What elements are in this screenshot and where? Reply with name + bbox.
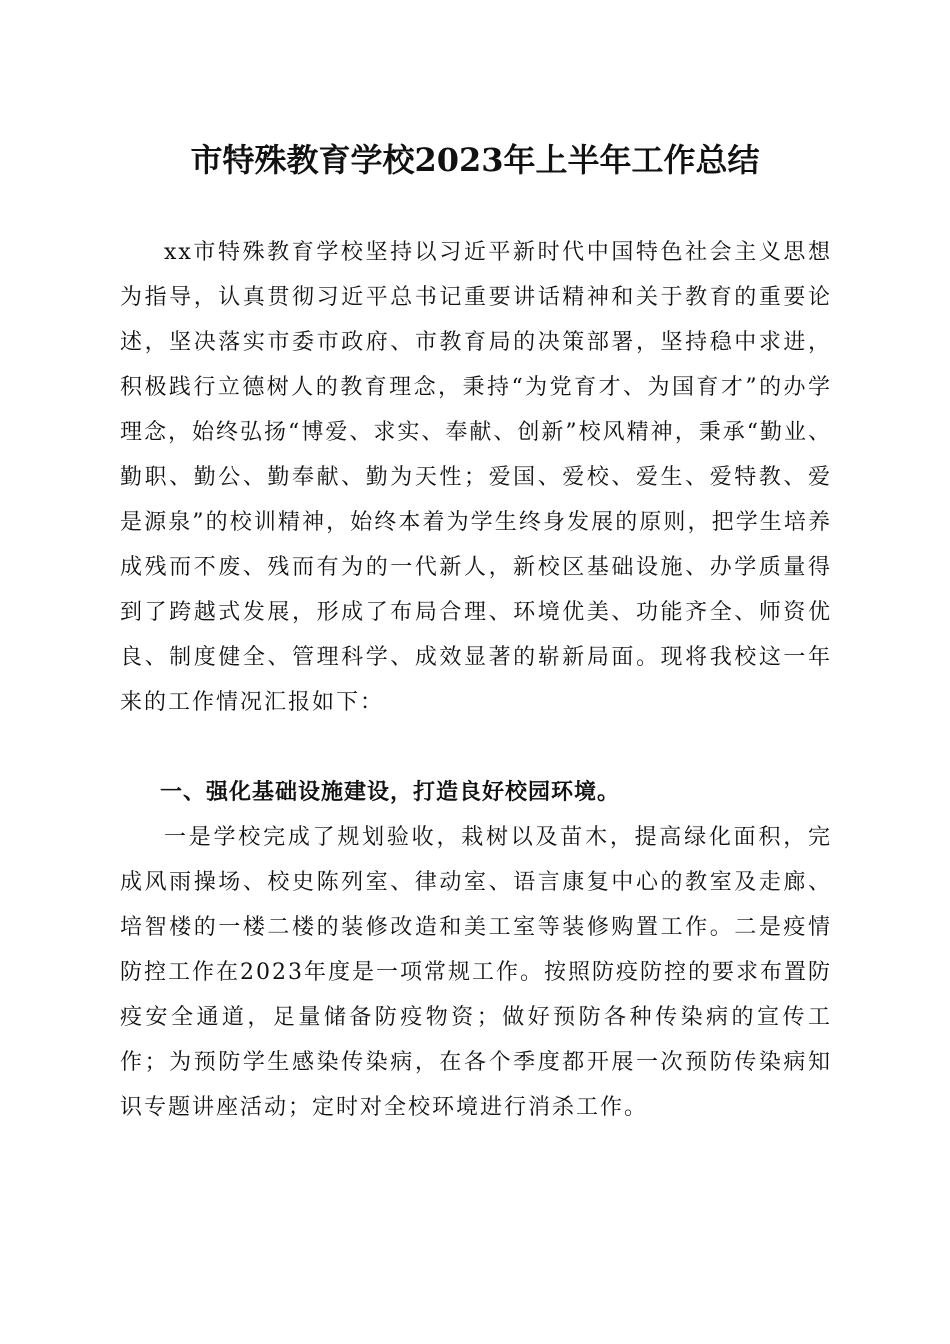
intro-paragraph: xx市特殊教育学校坚持以习近平新时代中国特色社会主义思想为指导，认真贯彻习近平总书记重要讲话精神和关于教育的重要论述，坚决落实市委市政府、市教育局的决策部署，坚持稳中求进，积极践行立德树人的教育理念，秉持“为党育才、为国育才”的办学理念，始终弘扬“博爱、求实、奉献、创新”校风精神，秉承“勤业、勤职、勤公、勤奉献、勤为天性；爱国、爱校、爱生、爱特教、爱是源泉”的校训精神，始终本着为学生终身发展的原则，把学生培养成残而不废、残而有为的一代新人，新校区基础设施、办学质量得到了跨越式发展，形成了布局合理、环境优美、功能齐全、师资优良、制度健全、管理科学、成效显著的崭新局面。现将我校这一年来的工作情况汇报如下：	[120, 240, 832, 715]
section-1-paragraph: 一是学校完成了规划验收，栽树以及苗木，提高绿化面积，完成风雨操场、校史陈列室、律动室、语言康复中心的教室及走廊、培智楼的一楼二楼的装修改造和美工室等装修购置工作。二是疫情防控工作在2023年度是一项常规工作。按照防疫防控的要求布置防疫安全通道，足量储备防疫物资；做好预防各种传染病的宣传工作；为预防学生感染传染病，在各个季度都开展一次预防传染病知识专题讲座活动；定时对全校环境进行消杀工作。	[120, 825, 832, 1120]
section-1-body	[120, 815, 832, 1130]
document-title: 市特殊教育学校2023年上半年工作总结	[190, 141, 760, 179]
intro-section	[120, 230, 832, 725]
section-1-heading: 一、强化基础设施建设，打造良好校园环境。	[160, 780, 621, 805]
